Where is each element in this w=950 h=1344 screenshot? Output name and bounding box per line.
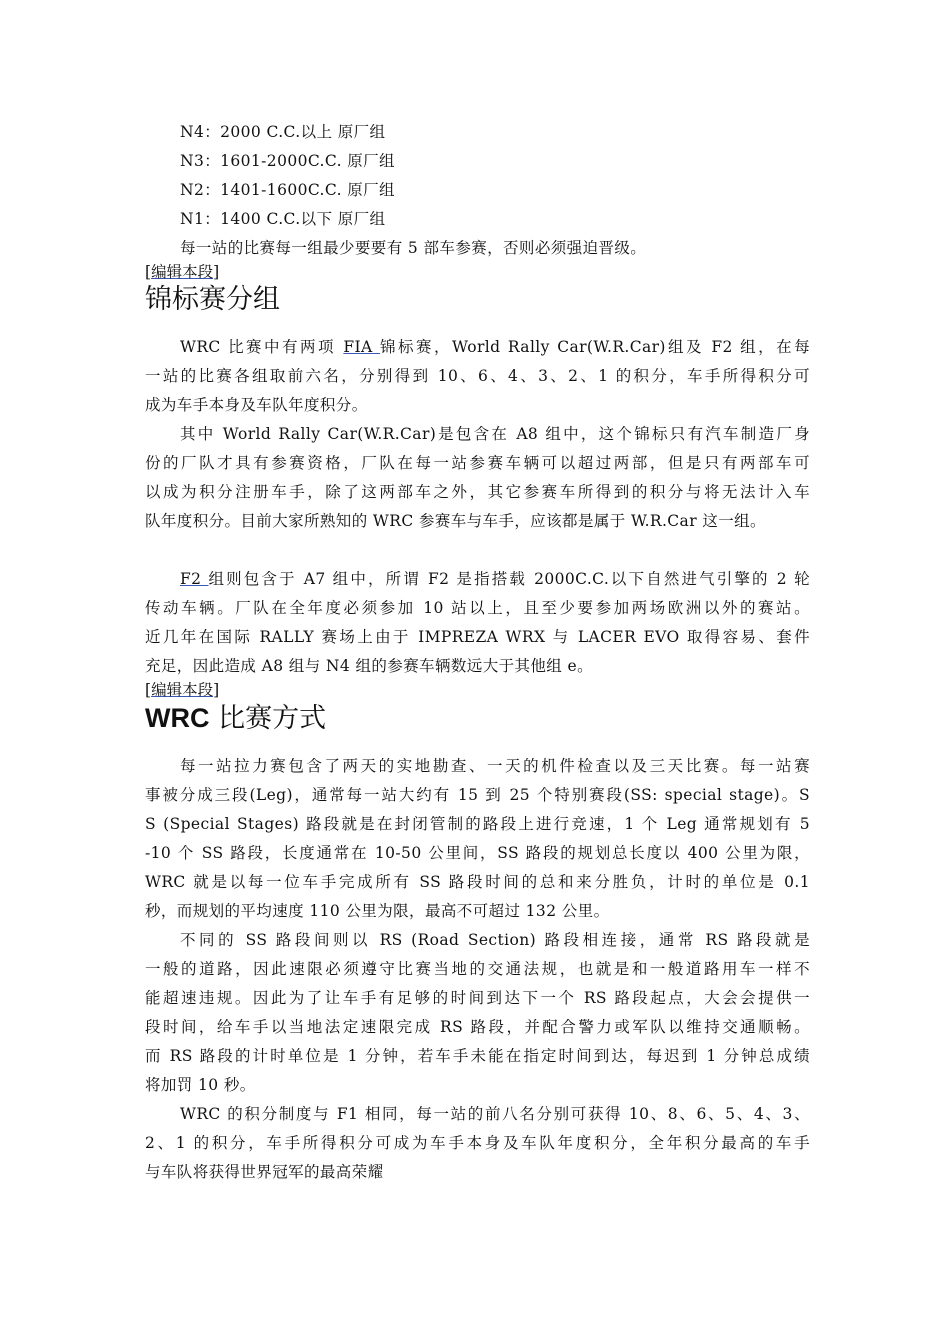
edit-link[interactable]: 编辑本段: [151, 681, 214, 699]
blank-line: [145, 536, 810, 565]
document-page: [145, 118, 810, 1187]
group-rule-note: 每一站的比赛每一组最少要要有 5 部车参赛，否则必须强迫晋级。: [180, 239, 647, 257]
group-line-n4: N4：2000 C.C.以上 原厂组: [180, 123, 386, 141]
paragraph-line: F2 组则包含于 A7 组中，所谓 F2 是指搭载 2000C.C.以下自然进气引擎的 2 轮: [180, 570, 810, 588]
paragraph-line: 队年度积分。目前大家所熟知的 WRC 参赛车与车手，应该都是属于 W.R.Car 这一组。: [145, 512, 766, 530]
paragraph-line: WRC 的积分制度与 F1 相同，每一站的前八名分别可获得 10、8、6、5、4、3、: [180, 1105, 810, 1123]
paragraph-line: 能超速违规。因此为了让车手有足够的时间到达下一个 RS 路段起点，大会会提供一: [145, 989, 810, 1007]
paragraph-line: 段时间，给车手以当地法定速限完成 RS 路段，并配合警力或军队以维持交通顺畅。: [145, 1018, 810, 1036]
paragraph-line: 事被分成三段(Leg)，通常每一站大约有 15 到 25 个特别赛段(SS: special stage)。S: [145, 786, 810, 804]
section-heading-championship-groups: 锦标赛分组: [145, 284, 280, 315]
fia-link[interactable]: FIA: [343, 338, 381, 356]
paragraph-line: 份的厂队才具有参赛资格，厂队在每一站参赛车辆可以超过两部，但是只有两部车可: [145, 454, 810, 472]
f2-link[interactable]: F2: [180, 570, 209, 588]
paragraph-line: 一般的道路，因此速限必须遵守比赛当地的交通法规，也就是和一般道路用车一样不: [145, 960, 810, 978]
edit-section-link-1[interactable]: [编辑本段]: [145, 263, 220, 281]
paragraph-line: 传动车辆。厂队在全年度必须参加 10 站以上，且至少要参加两场欧洲以外的赛站。: [145, 599, 810, 617]
paragraph-line: -10 个 SS 路段，长度通常在 10-50 公里间，SS 路段的规划总长度以 400 公里为限，: [145, 844, 810, 862]
section-heading-wrc-format: WRC 比赛方式: [145, 703, 327, 734]
paragraph-line: 每一站拉力赛包含了两天的实地勘查、一天的机件检查以及三天比赛。每一站赛: [180, 757, 810, 775]
paragraph-line: 而 RS 路段的计时单位是 1 分钟，若车手未能在指定时间到达，每迟到 1 分钟总成绩: [145, 1047, 810, 1065]
paragraph-line: 充足，因此造成 A8 组与 N4 组的参赛车辆数远大于其他组 e。: [145, 657, 593, 675]
group-line-n1: N1：1400 C.C.以下 原厂组: [180, 210, 386, 228]
paragraph-line: 不同的 SS 路段间则以 RS (Road Section) 路段相连接，通常 RS 路段就是: [180, 931, 810, 949]
paragraph-line: 一站的比赛各组取前六名，分别得到 10、6、4、3、2、1 的积分，车手所得积分可: [145, 367, 810, 385]
paragraph-line: 以成为积分注册车手，除了这两部车之外，其它参赛车所得到的积分与将无法计入车: [145, 483, 810, 501]
paragraph-line: 2、1 的积分，车手所得积分可成为车手本身及车队年度积分，全年积分最高的车手: [145, 1134, 810, 1152]
edit-link[interactable]: 编辑本段: [151, 263, 214, 281]
paragraph-line: WRC 就是以每一位车手完成所有 SS 路段时间的总和来分胜负，计时的单位是 0.1: [145, 873, 810, 891]
paragraph-line: 成为车手本身及车队年度积分。: [145, 396, 368, 414]
paragraph-line: 秒，而规划的平均速度 110 公里为限，最高不可超过 132 公里。: [145, 902, 610, 920]
edit-section-link-2[interactable]: [编辑本段]: [145, 681, 220, 699]
paragraph-line: 近几年在国际 RALLY 赛场上由于 IMPREZA WRX 与 LACER EVO 取得容易、套件: [145, 628, 810, 646]
paragraph-line: 与车队将获得世界冠军的最高荣耀: [145, 1163, 384, 1181]
paragraph-line: 将加罚 10 秒。: [145, 1076, 256, 1094]
paragraph-line: WRC 比赛中有两项 FIA 锦标赛，World Rally Car(W.R.Car)组及 F2 组，在每: [180, 338, 810, 356]
paragraph-line: 其中 World Rally Car(W.R.Car)是包含在 A8 组中，这个锦标只有汽车制造厂身: [180, 425, 810, 443]
group-line-n3: N3：1601-2000C.C. 原厂组: [180, 152, 395, 170]
paragraph-line: S (Special Stages) 路段就是在封闭管制的路段上进行竞速，1 个 Leg 通常规划有 5: [145, 815, 810, 833]
group-line-n2: N2：1401-1600C.C. 原厂组: [180, 181, 395, 199]
